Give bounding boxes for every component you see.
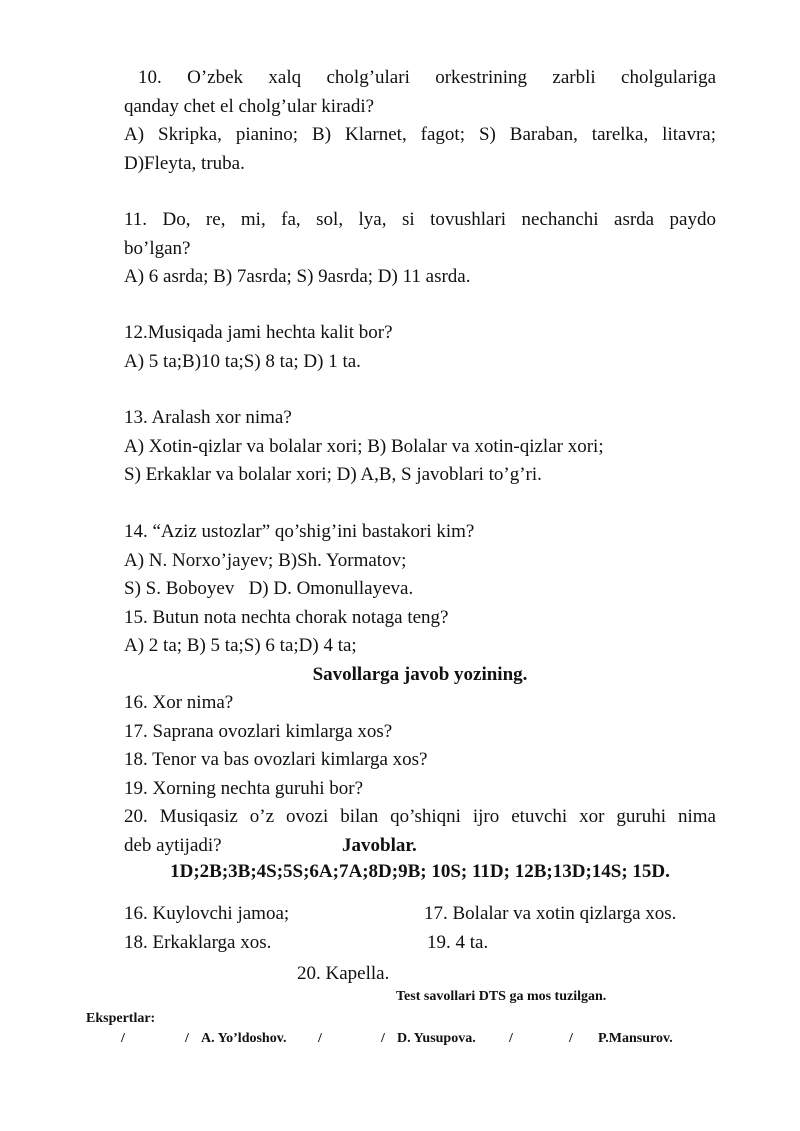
question-13-text: 13. Aralash xor nima? [124,407,292,428]
question-14 [124,518,716,860]
signature-slash: / [569,1031,573,1046]
question-10 [124,64,716,178]
answer-19: 19. 4 ta. [427,932,489,953]
question-12 [124,319,716,376]
section-title: Savollarga javob yozining. [312,663,528,685]
signature-slash: / [185,1031,189,1046]
experts-label: Ekspertlar: [86,1011,156,1026]
question-11-text-line1: 11. Do, re, mi, fa, sol, lya, si tovushlari nechanchi asrda paydo [124,209,716,230]
signature-slash: / [121,1031,125,1046]
question-15-text: 15. Butun nota nechta chorak notaga teng? [124,606,449,628]
question-15-options: A) 2 ta; B) 5 ta;S) 6 ta;D) 4 ta; [124,635,357,656]
question-10-text-line2: qanday chet el cholg’ular kiradi? [124,95,375,117]
open-question-20-line2 [124,832,716,861]
question-12-options: A) 5 ta;B)10 ta;S) 8 ta; D) 1 ta. [124,350,361,372]
question-14-text: 14. “Aziz ustozlar” qo’shig’ini bastakori kim? [124,521,475,542]
expert-1-name: A. Yo’ldoshov. [201,1031,287,1046]
question-11-text-line2: bo’lgan? [124,237,191,259]
question-10-options-line1: A) Skripka, pianino; B) Klarnet, fagot; S) Baraban, tarelka, litavra; [124,124,716,145]
answer-16: 16. Kuylovchi jamoa; [124,903,290,924]
signature-slash: / [318,1031,322,1046]
open-question-17: 17. Saprana ovozlari kimlarga xos? [124,720,393,742]
question-11-options: A) 6 asrda; B) 7asrda; S) 9asrda; D) 11 asrda. [124,266,471,287]
open-question-20-text: deb aytijadi? [124,834,222,856]
open-question-20-line1: 20. Musiqasiz o’z ovozi bilan qo’shiqni ijro etuvchi xor guruhi nima [124,806,716,827]
answer-18: 18. Erkaklarga xos. [124,932,272,953]
question-14-options-line1: A) N. Norxo’jayev; B)Sh. Yormatov; [124,549,407,571]
signature-slash: / [381,1031,385,1046]
open-question-19: 19. Xorning nechta guruhi bor? [124,777,364,799]
question-13-options-line1: A) Xotin-qizlar va bolalar xori; B) Bolalar va xotin-qizlar xori; [124,435,604,457]
open-question-16: 16. Xor nima? [124,692,234,713]
answer-20: 20. Kapella. [297,963,390,984]
answer-17: 17. Bolalar va xotin qizlarga xos. [424,903,677,924]
signature-slash: / [509,1031,513,1046]
question-13 [124,404,716,490]
answers-heading: Javoblar. [342,834,417,856]
question-14-options-line2: S) S. Boboyev D) D. Omonullayeva. [124,578,414,599]
question-12-text: 12.Musiqada jami hechta kalit bor? [124,322,393,343]
question-11 [124,206,716,292]
expert-3-name: P.Mansurov. [598,1031,673,1046]
dts-note: Test savollari DTS ga mos tuzilgan. [396,989,607,1004]
question-13-options-line2: S) Erkaklar va bolalar xori; D) A,B, S javoblari to’g’ri. [124,464,542,485]
question-10-text-line1: 10. O’zbek xalq cholg’ulari orkestrining zarbli cholgulariga [138,67,716,88]
question-10-options-line2: D)Fleyta, truba. [124,152,245,174]
open-question-18: 18. Tenor va bas ovozlari kimlarga xos? [124,749,428,770]
expert-2-name: D. Yusupova. [397,1031,476,1046]
answer-key: 1D;2B;3B;4S;5S;6A;7A;8D;9B; 10S; 11D; 12B;13D;14S; 15D. [170,861,670,882]
